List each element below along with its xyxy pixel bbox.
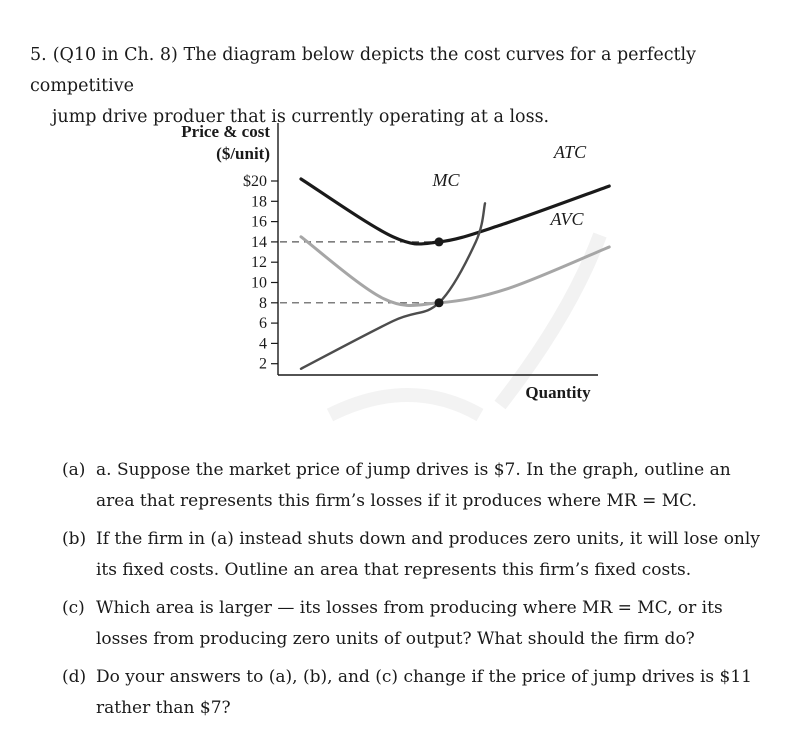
problem-line-2: jump drive produer that is currently operating at a loss. bbox=[52, 107, 550, 127]
problem-line-1: (Q10 in Ch. 8) The diagram below depicts the cost curves for a perfectly competitive bbox=[30, 45, 697, 96]
y-tick-label: 12 bbox=[251, 254, 267, 272]
part-a-text: a. Suppose the market price of jump drives is $7. In the graph, outline an area that represents this firm’s losses if it produces where MR = MC. bbox=[96, 460, 731, 511]
part-a bbox=[62, 455, 772, 517]
part-a-label: (a) bbox=[62, 460, 86, 480]
y-tick-label: 14 bbox=[251, 233, 267, 251]
atc-label: ATC bbox=[553, 142, 587, 162]
problem-number: 5. bbox=[30, 45, 47, 65]
x-axis-title: Quantity bbox=[525, 383, 591, 402]
y-tick-label: 10 bbox=[251, 274, 267, 292]
y-ticks bbox=[243, 173, 278, 373]
y-tick-label: 2 bbox=[259, 355, 267, 373]
y-axis-title-line-1: Price & cost bbox=[181, 122, 270, 141]
y-axis-title-line-2: ($/unit) bbox=[216, 144, 270, 163]
chart-svg bbox=[150, 115, 620, 415]
y-tick-label: 16 bbox=[251, 213, 267, 231]
mc-label: MC bbox=[432, 170, 460, 190]
y-tick-label: 4 bbox=[259, 335, 267, 353]
part-d bbox=[62, 662, 772, 724]
part-d-text: Do your answers to (a), (b), and (c) change if the price of jump drives is $11 rather than $7? bbox=[96, 667, 752, 718]
intersection-dot bbox=[435, 237, 444, 246]
part-c-text: Which area is larger — its losses from producing where MR = MC, or its losses from producing zero units of output? What should the firm do? bbox=[96, 598, 723, 649]
dashed-guides bbox=[280, 242, 439, 303]
y-tick-label: $20 bbox=[243, 173, 267, 190]
part-b-label: (b) bbox=[62, 529, 87, 549]
part-b bbox=[62, 524, 772, 586]
curve-avc bbox=[301, 237, 609, 306]
y-tick-label: 8 bbox=[259, 294, 267, 312]
avc-label: AVC bbox=[550, 209, 584, 229]
cost-curves-chart bbox=[150, 115, 620, 415]
part-c bbox=[62, 593, 772, 655]
part-b-text: If the firm in (a) instead shuts down and produces zero units, it will lose only its fixed costs. Outline an area that represents this firm’s fixed costs. bbox=[96, 529, 760, 580]
sub-questions bbox=[62, 455, 772, 731]
y-tick-label: 18 bbox=[251, 193, 267, 211]
intersection-points bbox=[435, 237, 444, 307]
y-tick-label: 6 bbox=[259, 315, 267, 333]
curve-mc bbox=[301, 203, 485, 368]
cost-curves bbox=[301, 179, 609, 369]
part-d-label: (d) bbox=[62, 667, 87, 687]
intersection-dot bbox=[435, 298, 444, 307]
part-c-label: (c) bbox=[62, 598, 85, 618]
